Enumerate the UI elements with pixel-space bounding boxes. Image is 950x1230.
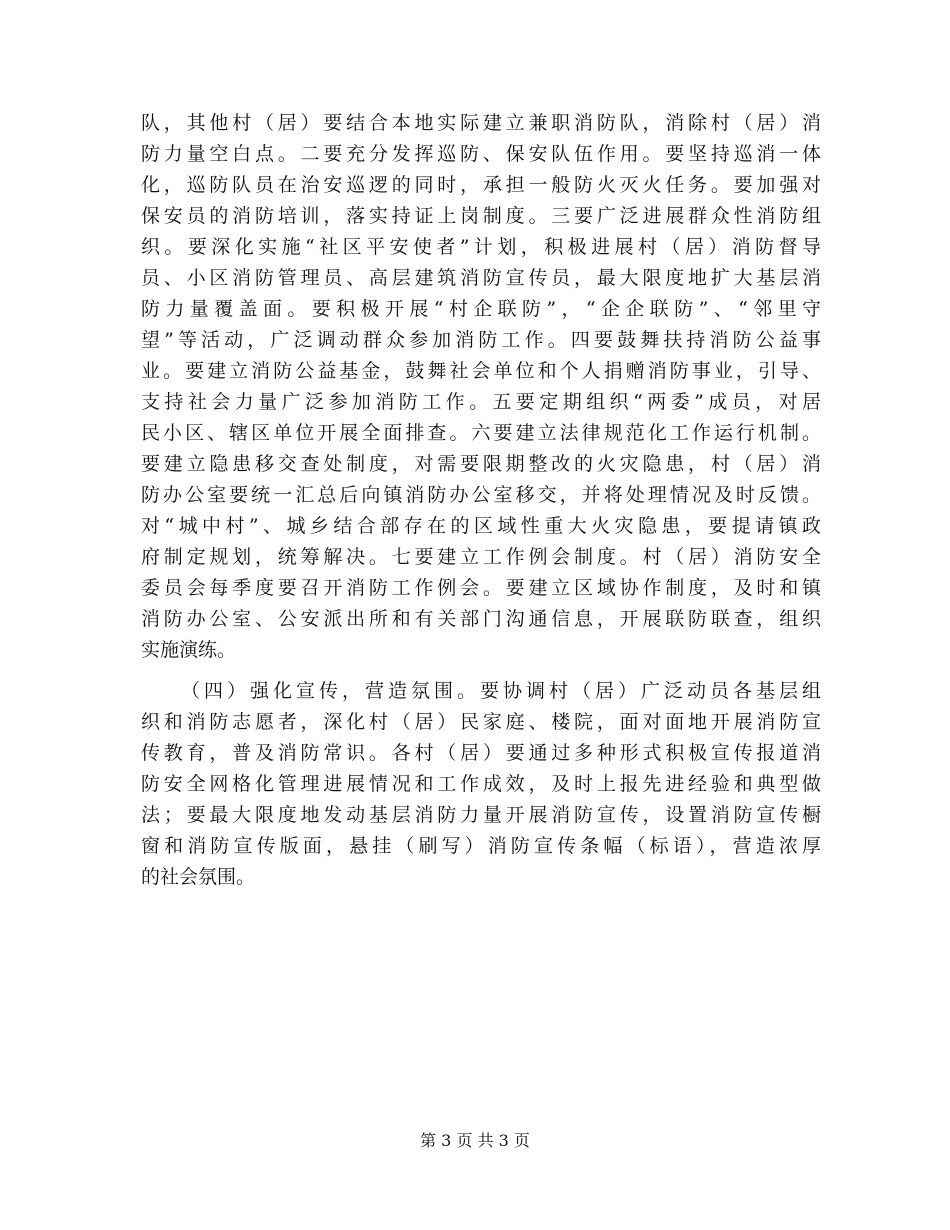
text-line: 传教育，普及消防常识。各村（居）要通过多种形式积极宣传报道消 <box>141 742 821 764</box>
text-line: 织。要深化实施“社区平安使者”计划，积极进展村（居）消防督导 <box>141 236 821 258</box>
paragraph <box>141 676 821 893</box>
paragraph <box>141 108 821 666</box>
text-line: （四）强化宣传，营造氛围。要协调村（居）广泛动员各基层组 <box>181 680 821 702</box>
text-line: 窗和消防宣传版面，悬挂（刷写）消防宣传条幅（标语），营造浓厚 <box>141 835 821 857</box>
body-text <box>141 108 821 893</box>
text-line: 要建立隐患移交查处制度，对需要限期整改的火灾隐患，村（居）消 <box>141 453 821 475</box>
text-line: 业。要建立消防公益基金，鼓舞社会单位和个人捐赠消防事业，引导、 <box>141 360 821 382</box>
paragraph-spacing <box>141 666 821 676</box>
text-line: 对“城中村”、城乡结合部存在的区域性重大火灾隐患，要提请镇政 <box>141 515 821 537</box>
text-line: 支持社会力量广泛参加消防工作。五要定期组织“两委”成员，对居 <box>141 391 821 413</box>
text-line: 防安全网格化管理进展情况和工作成效，及时上报先进经验和典型做 <box>141 773 821 795</box>
page-number: 第 3 页 共 3 页 <box>420 1131 530 1150</box>
text-line: 的社会氛围。 <box>141 866 256 888</box>
text-line: 保安员的消防培训，落实持证上岗制度。三要广泛进展群众性消防组 <box>141 205 821 227</box>
text-line: 防力量空白点。二要充分发挥巡防、保安队伍作用。要坚持巡消一体 <box>141 143 821 165</box>
text-line: 民小区、辖区单位开展全面排查。六要建立法律规范化工作运行机制。 <box>141 422 821 444</box>
text-line: 防力量覆盖面。要积极开展“村企联防”，“企企联防”、“邻里守 <box>141 298 821 320</box>
text-line: 府制定规划，统筹解决。七要建立工作例会制度。村（居）消防安全 <box>141 546 821 568</box>
text-line: 实施演练。 <box>141 639 237 661</box>
text-line: 委员会每季度要召开消防工作例会。要建立区域协作制度，及时和镇 <box>141 577 821 599</box>
text-line: 望”等活动，广泛调动群众参加消防工作。四要鼓舞扶持消防公益事 <box>141 329 821 351</box>
text-line: 防办公室要统一汇总后向镇消防办公室移交，并将处理情况及时反馈。 <box>141 484 821 506</box>
text-line: 员、小区消防管理员、高层建筑消防宣传员，最大限度地扩大基层消 <box>141 267 821 289</box>
text-line: 织和消防志愿者，深化村（居）民家庭、楼院，面对面地开展消防宣 <box>141 711 821 733</box>
text-line: 队，其他村（居）要结合本地实际建立兼职消防队，消除村（居）消 <box>141 112 821 134</box>
text-line: 化，巡防队员在治安巡逻的同时，承担一般防火灭火任务。要加强对 <box>141 174 821 196</box>
text-line: 消防办公室、公安派出所和有关部门沟通信息，开展联防联查，组织 <box>141 608 821 630</box>
text-line: 法；要最大限度地发动基层消防力量开展消防宣传，设置消防宣传橱 <box>141 804 821 826</box>
